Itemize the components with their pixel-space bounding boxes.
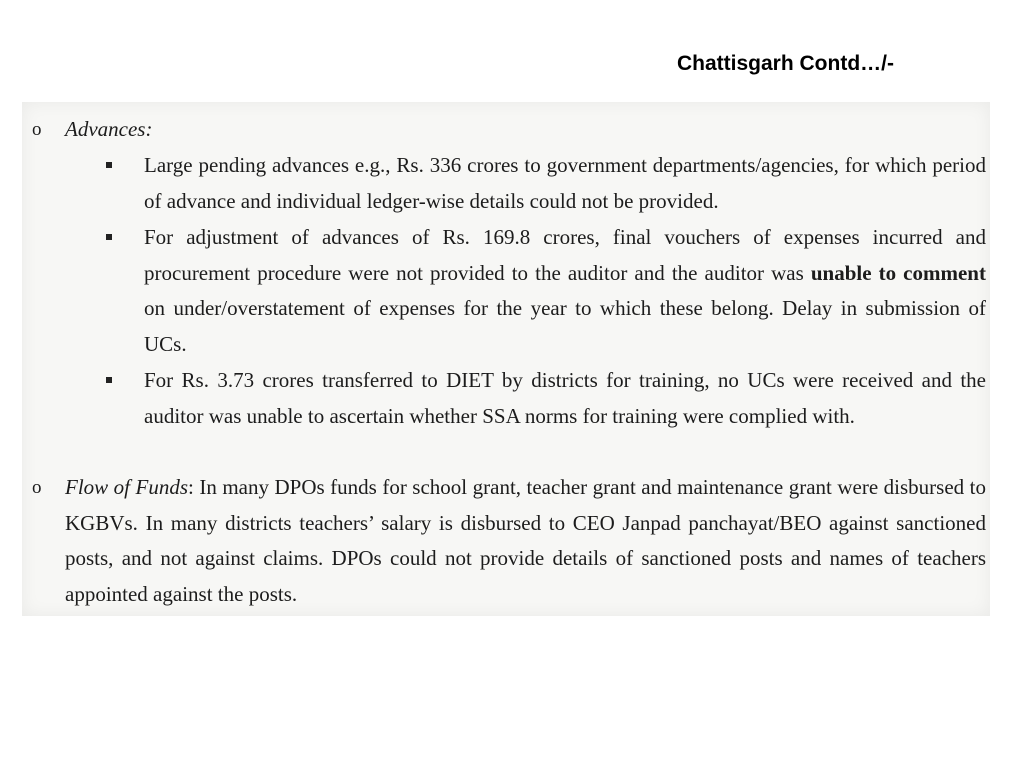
advances-item-text (144, 220, 986, 362)
slide-title: Chattisgarh Contd…/- (677, 52, 894, 75)
flow-of-funds-text (65, 470, 986, 612)
flow-of-funds-body: : In many DPOs funds for school grant, teacher grant and maintenance grant were disbursed to KGBVs. In many districts teachers’ salary is disbursed to CEO Janpad panchayat/BEO against sanctioned posts, and not against claims. DPOs could not provide details of sanctioned posts and names of teachers appointed against the posts. (65, 475, 986, 606)
scanned-document (22, 102, 990, 616)
item-text-after: on under/overstatement of expenses for the year to which these belong. Delay in submission of UCs. (144, 296, 986, 356)
advances-item-text: Large pending advances e.g., Rs. 336 crores to government departments/agencies, for which period of advance and individual ledger-wise details could not be provided. (144, 153, 986, 213)
circle-bullet-icon: o (32, 477, 42, 498)
item-text-bold: unable to comment (810, 260, 986, 285)
square-bullet-icon (106, 377, 112, 383)
advances-item-text: For Rs. 3.73 crores transferred to DIET by districts for training, no UCs were received and the auditor was unable to ascertain whether SSA norms for training were complied with. (144, 368, 986, 428)
item-text-before: For adjustment of advances of Rs. 169.8 crores, final vouchers of expenses incurred and procurement procedure were not provided to the auditor and the auditor was (144, 225, 986, 285)
square-bullet-icon (106, 234, 112, 240)
square-bullet-icon (106, 162, 112, 168)
circle-bullet-icon: o (32, 119, 42, 140)
flow-of-funds-heading: Flow of Funds (65, 475, 188, 499)
advances-heading: Advances: (65, 117, 153, 141)
